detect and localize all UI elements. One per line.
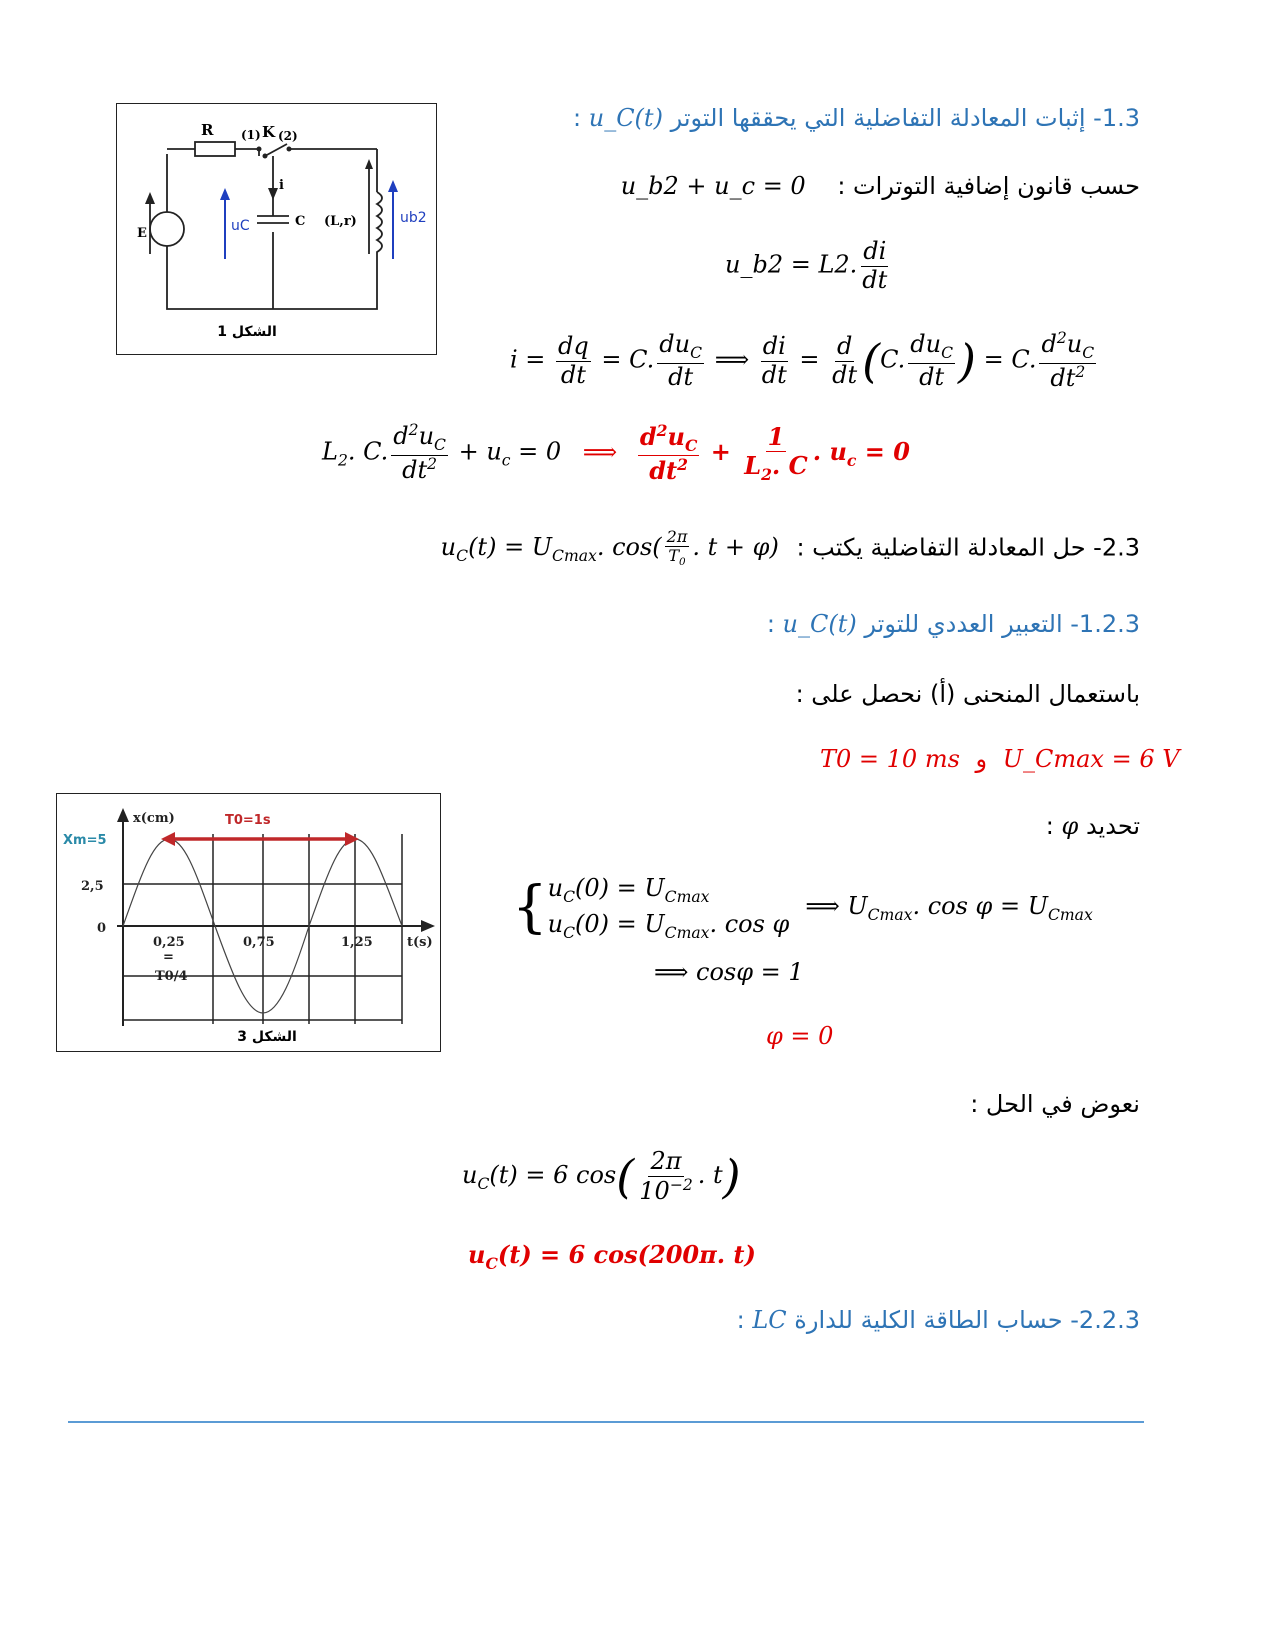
- eq-cos-one: [654, 958, 804, 986]
- additivity-text: حسب قانون إضافية التوترات :: [837, 172, 1140, 200]
- heading-1-3-uc: u_C(t): [588, 104, 663, 132]
- heading-2-2-3-lc: LC: [752, 1306, 787, 1334]
- oscillation-graph: [57, 794, 440, 1051]
- heading-2-3-text: 2.3- حل المعادلة التفاضلية يكتب :: [796, 533, 1140, 562]
- heading-2-2-3: [737, 1306, 1140, 1334]
- label-uC: uC: [231, 218, 250, 234]
- additivity-line: [621, 172, 1140, 200]
- figure-1-caption: الشكل 1: [217, 324, 277, 340]
- label-xm: Xm=5: [63, 833, 107, 848]
- eq-phi-zero: [766, 1022, 833, 1050]
- eq-sum: u_b2 + u_c = 0: [620, 172, 806, 200]
- label-Lr: (L,r): [324, 214, 357, 229]
- heading-2-3: [441, 528, 1140, 570]
- eq-ub2: u_b2 = L2. $\frac{di}{dt}$: [725, 237, 888, 294]
- heading-1-2-3-text: 1.2.3- التعبير العددي للتوتر: [864, 610, 1140, 638]
- eq-cos-one-text: ⟹ cosφ = 1: [654, 958, 804, 986]
- footer-rule: [68, 1421, 1144, 1423]
- coil-L-r: [377, 192, 382, 269]
- label-t-075: 0,75: [243, 935, 275, 950]
- label-K: K: [262, 123, 276, 141]
- circuit-diagram: [117, 104, 436, 354]
- substitute-text: نعوض في الحل :: [970, 1090, 1140, 1118]
- determine-phi-line: [1046, 812, 1140, 840]
- and-word: و: [975, 745, 988, 773]
- heading-2-2-3-text: 2.2.3- حساب الطاقة الكلية للدارة: [794, 1306, 1140, 1334]
- label-pos1: (1): [241, 128, 261, 142]
- figure-3-curve: [56, 793, 441, 1052]
- heading-1-2-3: [767, 610, 1140, 638]
- uc-arrow: [220, 188, 230, 200]
- label-E: E: [137, 226, 147, 241]
- eq-differential: $L_2$. C. $\frac{d^2u_C}{dt^2}$ + $u_c = 0$ ⟹ $\frac{d^2u_C}{dt^2}$ + $\frac{1}{L_2. C}$ . $u_c = 0$: [322, 421, 910, 485]
- label-t0-4: T0/4: [155, 969, 188, 984]
- heading-1-3-colon: :: [573, 104, 582, 132]
- label-ub2: ub2: [400, 210, 427, 226]
- using-curve-line: [796, 680, 1140, 708]
- determine-phi-symbol: φ: [1061, 812, 1079, 840]
- eq-substituted: $u_C(t) = 6$ cos( $\frac{2\pi}{10^{-2}}$ . t): [462, 1147, 741, 1205]
- current-arrow: [268, 188, 278, 200]
- determine-phi-text: تحديد: [1085, 812, 1140, 840]
- heading-1-2-3-uc: u_C(t): [782, 610, 857, 638]
- generator-E: [150, 212, 184, 246]
- ub2-arrow: [388, 180, 398, 192]
- eq-Ucmax: U_Cmax = 6 V: [1002, 745, 1180, 773]
- label-R: R: [201, 121, 214, 139]
- determine-phi-colon: :: [1045, 812, 1054, 840]
- figure-1-circuit: [116, 103, 437, 355]
- heading-1-3-text: 1.3- إثبات المعادلة التفاضلية التي يحققها التوتر: [670, 104, 1140, 132]
- substitute-line: [970, 1090, 1140, 1118]
- label-x-axis: t(s): [407, 935, 433, 950]
- label-C: C: [295, 214, 306, 229]
- heading-1-3: [573, 104, 1140, 132]
- eq-solution: $u_C(t) = U_{Cmax}$. cos( $\frac{2\pi}{T_0}$ . t + φ): [440, 527, 779, 569]
- eq-final: $u_C(t) = 6$ cos(200π. t): [468, 1240, 756, 1273]
- heading-1-2-3-colon: :: [766, 610, 775, 638]
- eq-T0: T0 = 10 ms: [820, 745, 960, 773]
- label-t-025: 0,25: [153, 935, 185, 950]
- label-pos2: (2): [278, 129, 298, 143]
- label-t-125: 1,25: [341, 935, 373, 950]
- eq-phi-zero-text: φ = 0: [766, 1022, 834, 1050]
- label-i: i: [279, 178, 284, 193]
- values-line: [820, 745, 1180, 773]
- label-y-2-5: 2,5: [81, 879, 104, 894]
- period-arrow: [345, 832, 359, 846]
- label-y-axis: x(cm): [133, 811, 175, 826]
- label-y-0: 0: [97, 921, 107, 936]
- heading-2-2-3-colon: :: [736, 1306, 745, 1334]
- eq-current: i = $\frac{dq}{dt}$ = C. $\frac{du_C}{dt}$ ⟹ $\frac{di}{dt}$ = $\frac{d}{dt}$ (C. $\frac{du_C}{dt}$ ) = C. $\frac{d^2u_C}{dt^2}$: [510, 329, 1095, 392]
- using-curve-text: باستعمال المنحنى (أ) نحصل على :: [795, 680, 1140, 708]
- resistor-R: [195, 142, 235, 156]
- figure-3-caption: الشكل 3: [237, 1029, 297, 1045]
- label-equals: =: [163, 950, 174, 965]
- eq-ub2-lhs: u_b2 = L2.: [725, 250, 858, 279]
- eq-system: { $u_C(0) = U_{Cmax}$ $u_C(0) = U_{Cmax}$. cos φ ⟹ $U_{Cmax}$. $\cos \varphi = U_{Cmax}$: [512, 874, 1093, 942]
- label-period: T0=1s: [225, 813, 271, 828]
